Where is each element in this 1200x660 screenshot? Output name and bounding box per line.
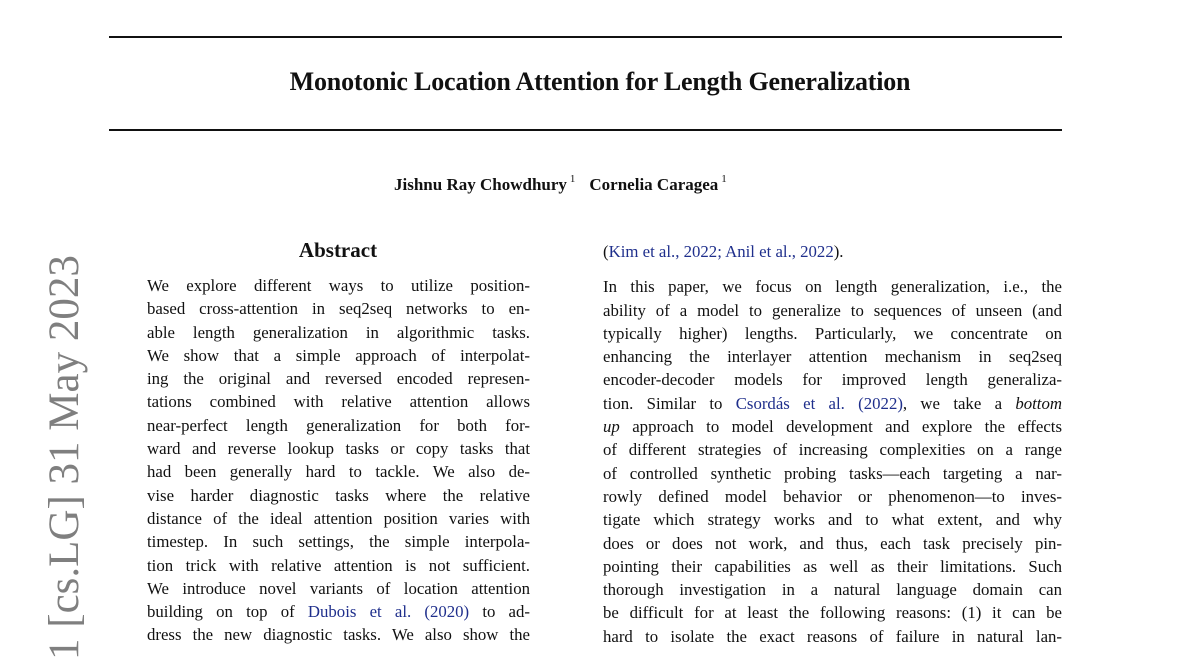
body-text: ). <box>833 242 844 261</box>
body-text: , we take a <box>902 393 1016 413</box>
abstract-line: We introduce novel variants of location attention <box>147 578 530 598</box>
author-list <box>394 173 727 195</box>
abstract-body <box>147 274 530 647</box>
body-line: be difficult for at least the following reasons: (1) it can be <box>603 603 1062 623</box>
body-text-italic: bottom <box>1015 393 1062 413</box>
body-line <box>603 415 1062 438</box>
author-name: Cornelia Caragea <box>589 175 719 194</box>
abstract-line: We show that a simple approach of interpolat- <box>147 345 530 365</box>
abstract-line: timestep. In such settings, the simple interpola- <box>147 532 530 552</box>
abstract-line: dress the new diagnostic tasks. We also show the <box>147 625 530 645</box>
abstract-line: near-perfect length generalization for both for- <box>147 415 530 435</box>
citation-link[interactable]: Dubois et al. (2020) <box>307 602 470 622</box>
body-line: typically higher) lengths. Particularly, we concentrate on <box>603 323 1062 343</box>
body-line: pointing their capabilities as well as their limitations. Such <box>603 556 1062 576</box>
arxiv-watermark: 1 [cs.LG] 31 May 2023 <box>41 255 88 660</box>
abstract-line: tations combined with relative attention allows <box>147 392 530 412</box>
abstract-line: tion trick with relative attention is not sufficient. <box>147 555 530 575</box>
body-line: of different strategies of increasing complexities on a range <box>603 440 1062 460</box>
body-line <box>603 240 1062 263</box>
citation-link[interactable]: Kim et al., 2022; Anil et al., 2022 <box>608 242 834 261</box>
title-rule-bottom <box>109 129 1062 131</box>
body-text: approach to model development and explore the effects <box>619 417 1062 437</box>
abstract-line: based cross-attention in seq2seq networks to en- <box>147 299 530 319</box>
abstract-heading: Abstract <box>298 238 378 262</box>
abstract-text: to ad- <box>469 602 530 622</box>
abstract-line: vise harder diagnostic tasks where the relative <box>147 485 530 505</box>
abstract-line: able length generalization in algorithmic tasks. <box>147 322 530 342</box>
abstract-text: building on top of <box>147 602 308 622</box>
abstract-line: ward and reverse lookup tasks or copy tasks that <box>147 439 530 459</box>
author-name: Jishnu Ray Chowdhury <box>394 175 567 194</box>
citation-link[interactable]: Csordás et al. (2022) <box>735 393 903 413</box>
paper-title: Monotonic Location Attention for Length Generalization <box>289 67 911 96</box>
body-column-right <box>603 240 1062 648</box>
title-rule-top <box>109 36 1062 38</box>
body-line: thorough investigation in a natural language domain can <box>603 580 1062 600</box>
body-line <box>603 392 1062 415</box>
body-line: rowly defined model behavior or phenomenon—to inves- <box>603 486 1062 506</box>
body-text-italic: up <box>603 417 620 437</box>
abstract-line <box>147 600 530 623</box>
body-line: enhancing the interlayer attention mechanism in seq2seq <box>603 347 1062 367</box>
body-text: ( <box>603 242 609 261</box>
abstract-line: We explore different ways to utilize position- <box>147 276 530 295</box>
body-line: tigate which strategy works and to what extent, and why <box>603 510 1062 530</box>
abstract-line: had been generally hard to tackle. We also de- <box>147 462 530 482</box>
body-line: encoder-decoder models for improved length generaliza- <box>603 370 1062 390</box>
body-line: does or does not work, and thus, each task precisely pin- <box>603 533 1062 553</box>
body-text: tion. Similar to <box>603 393 736 413</box>
abstract-line: ing the original and reversed encoded represen- <box>147 369 530 389</box>
body-line: In this paper, we focus on length generalization, i.e., the <box>603 277 1062 297</box>
body-line: ability of a model to generalize to sequences of unseen (and <box>603 300 1062 320</box>
author-affiliation: 1 <box>721 173 727 185</box>
body-line: hard to isolate the exact reasons of failure in natural lan- <box>603 626 1062 646</box>
abstract-line: distance of the ideal attention position varies with <box>147 508 530 528</box>
author-affiliation: 1 <box>569 173 576 185</box>
body-line: of controlled synthetic probing tasks—each targeting a nar- <box>603 463 1062 483</box>
